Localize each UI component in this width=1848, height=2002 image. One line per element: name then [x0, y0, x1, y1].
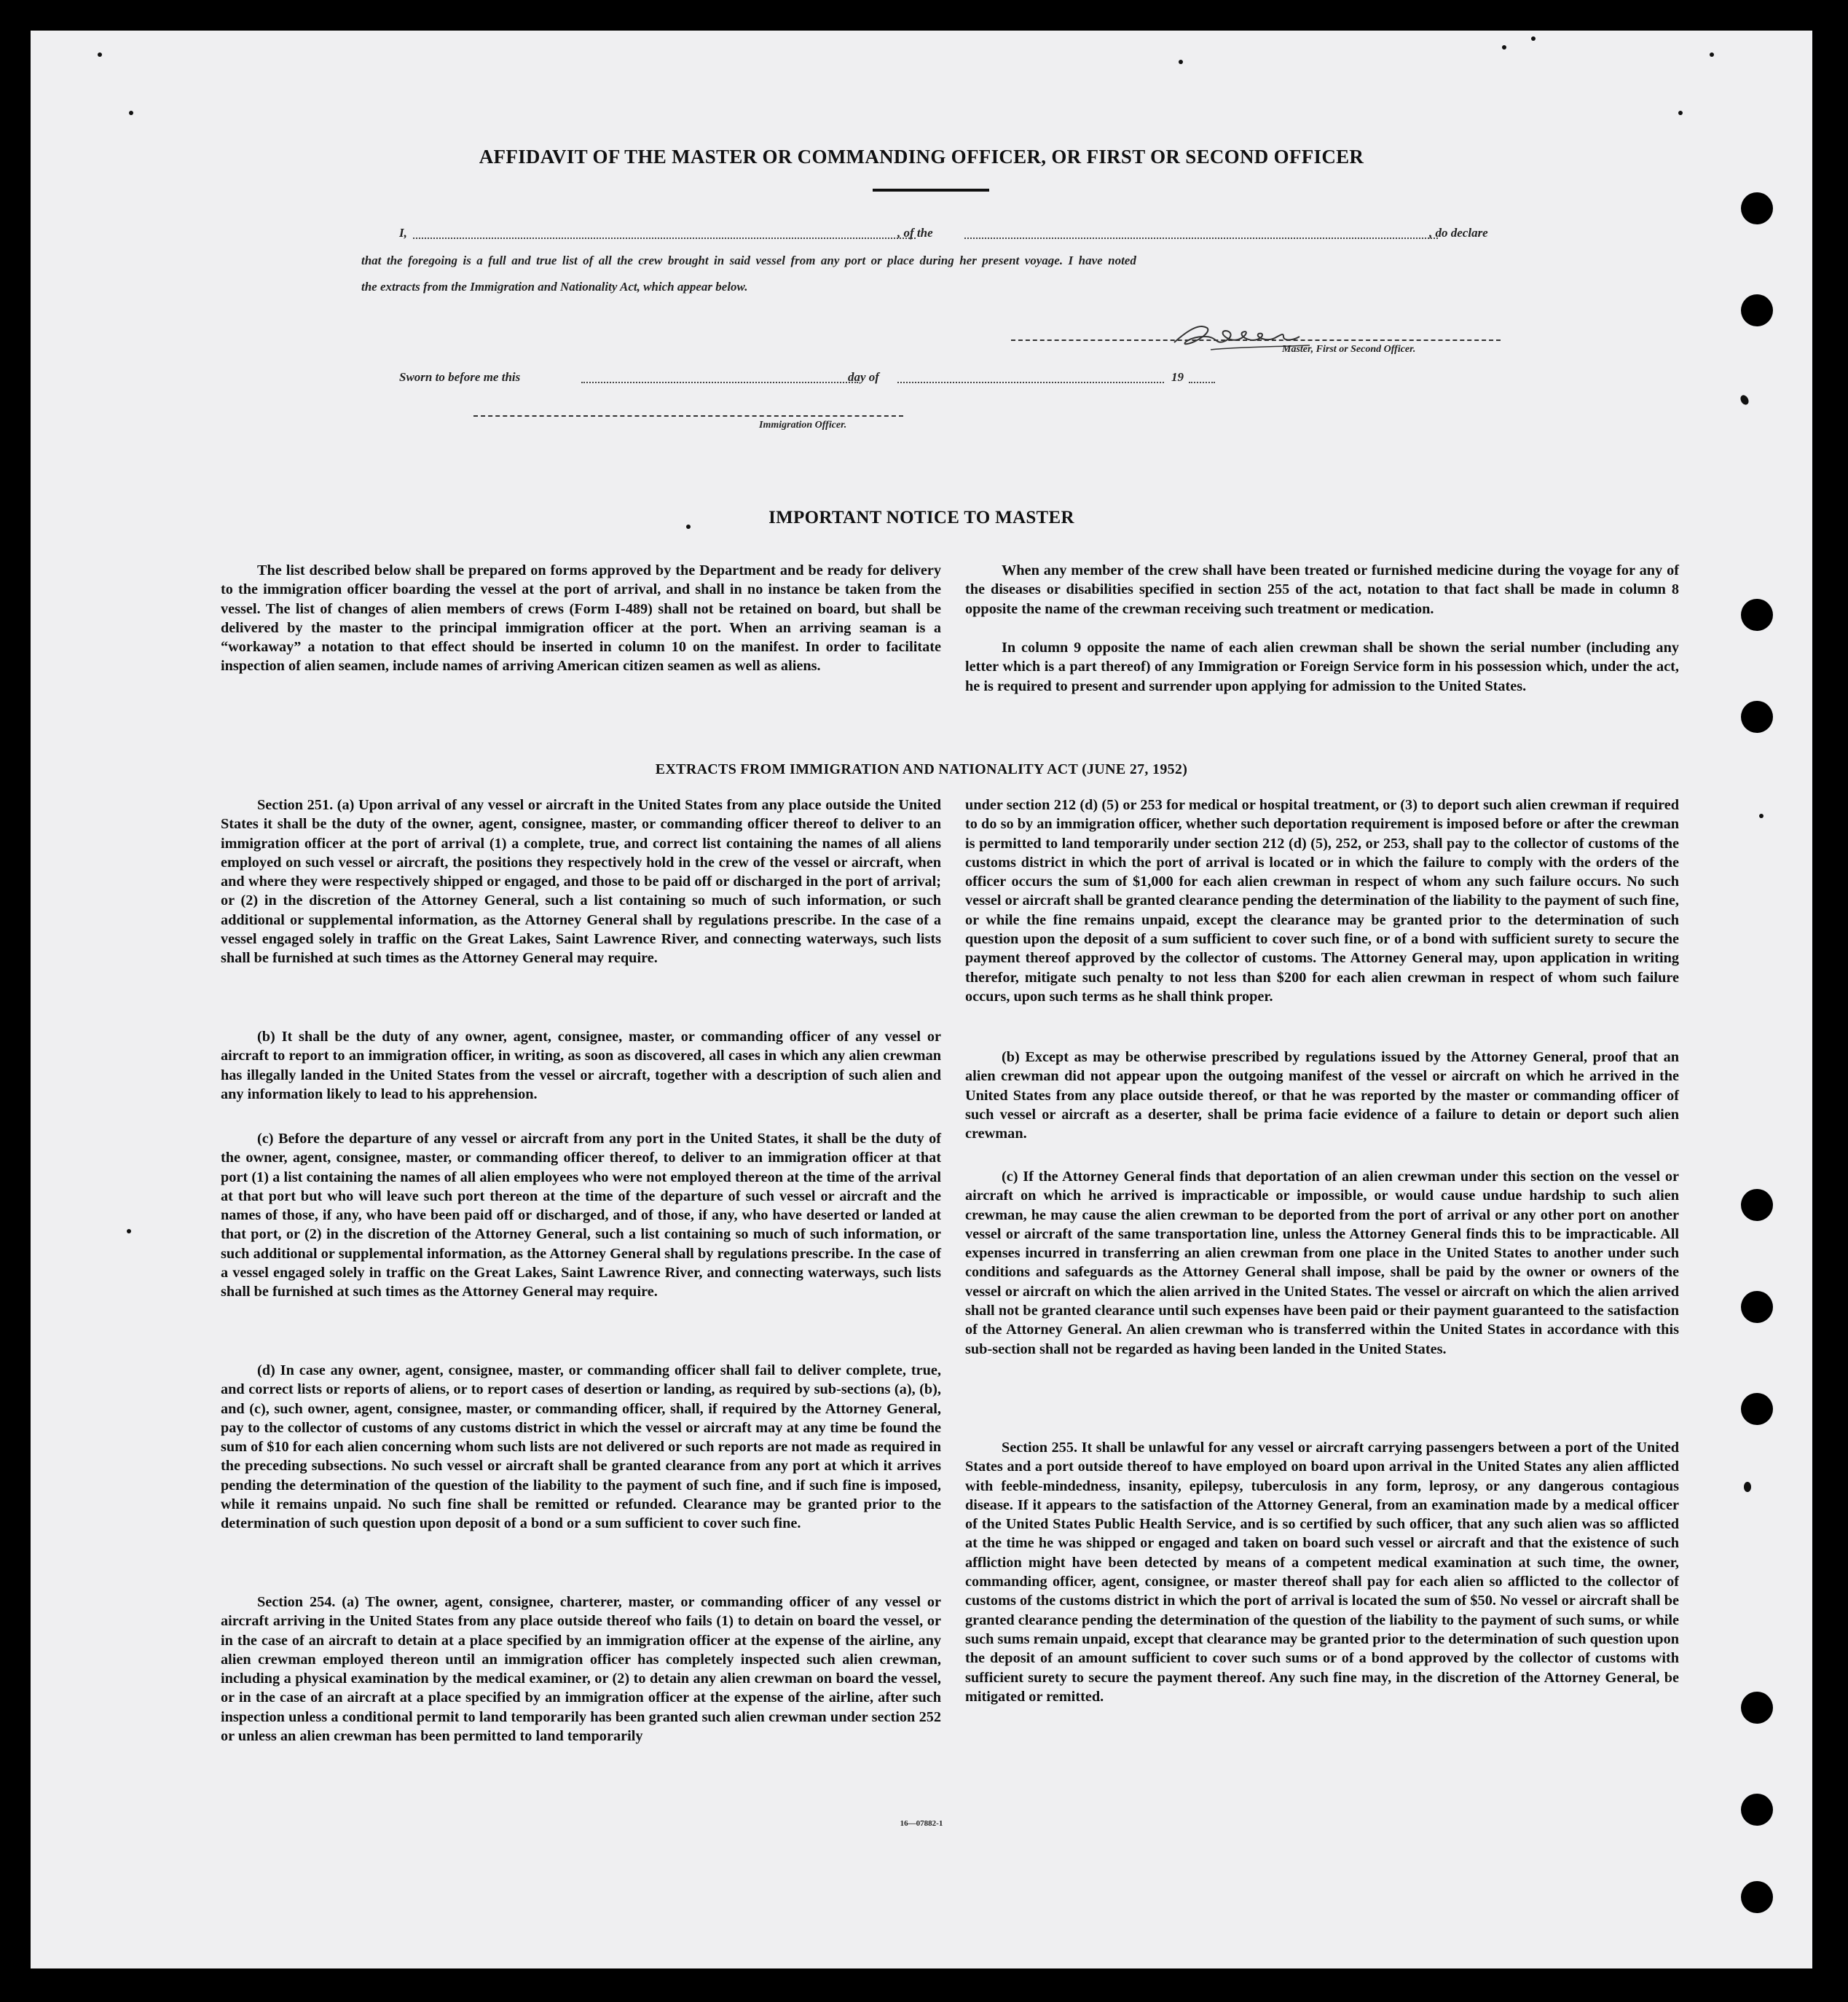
master-signature-line — [1011, 339, 1501, 341]
form-code: 16—07882-1 — [900, 1819, 943, 1828]
scan-speck — [127, 1229, 131, 1233]
affidavit-of-the-label: , of the — [897, 226, 933, 240]
affidavit-title: AFFIDAVIT OF THE MASTER OR COMMANDING OFFICER, OR FIRST OR SECOND OFFICER — [479, 146, 1364, 168]
notice-left-paragraph: The list described below shall be prepared on forms approved by the Department and be ready for delivery to the immigration officer boarding the vessel at the port of arrival, and shall in no instance be taken from the vessel. The list of changes of alien members of crews (Form I-489) shall not be retained on board, but shall be delivered by the master to the principal immigration officer at the port. When an arriving seaman is a “workaway” a notation to that effect should be inserted in column 10 on the manifest. In order to facilitate inspection of alien seamen, include names of arriving American citizen seamen as well as aliens. — [221, 562, 941, 675]
punch-hole — [1741, 1189, 1773, 1221]
section-254b-paragraph: (b) Except as may be otherwise prescribed by regulations issued by the Attorney General, proof that an alien crewman did not appear upon the outgoing manifest of the vessel or aircraft on which he arrived in the United States from any place outside thereof, or that he was reported by the master or commanding officer of such vessel or aircraft as a deserter, shall be prima facie evidence of a failure to detain or deport such alien crewman. — [965, 1049, 1679, 1142]
month-blank-line — [897, 382, 1164, 383]
scan-speck — [1531, 36, 1536, 41]
notice-title: IMPORTANT NOTICE TO MASTER — [768, 508, 1074, 527]
affidavit-i-label: I, — [399, 226, 407, 240]
sworn-label: Sworn to before me this — [399, 370, 521, 384]
section-255-paragraph: Section 255. It shall be unlawful for any vessel or aircraft carrying passengers between a port of the United States and a port outside thereof to have employed on board upon arrival in the United States any alien afflicted with feeble-mindedness, insanity, epilepsy, tuberculosis in any form, leprosy, or any dangerous contagious disease. If it appears to the satisfaction of the Attorney General, from an examination made by a medical officer of the United States Public Health Service, and is so certified by such officer, that any such alien was so afflicted at the time he was shipped or engaged and taken on board such vessel or aircraft and that the existence of such affliction might have been detected by means of a competent medical examination at such time, the owner, commanding officer, agent, consignee, or master thereof shall pay for each alien so afflicted to the collector of customs of the customs district in which the port of arrival is located the sum of $50. No vessel or aircraft shall be granted clearance pending the determination of the question of the liability to the payment of such sums, or while such sums remain unpaid, except that clearance may be granted prior to the determination of such question upon the deposit of an amount sufficient to cover such sums or of a bond approved by the collector of customs with sufficient surety to secure the payment thereof. Any such fine may, in the discretion of the Attorney General, be mitigated or remitted. — [965, 1440, 1679, 1705]
punch-hole — [1741, 192, 1773, 224]
scan-speck — [1710, 52, 1714, 57]
title-rule — [873, 189, 989, 192]
punch-hole — [1741, 599, 1773, 631]
scan-speck — [1502, 45, 1506, 50]
immigration-officer-signature-line — [473, 415, 903, 417]
scan-speck — [1179, 60, 1183, 64]
section-251c-paragraph: (c) Before the departure of any vessel or aircraft from any port in the United States, it shall be the duty of the owner, agent, consignee, master, or commanding officer thereof, to deliver to an immigration officer at that port (1) a list containing the names of all alien employees who were not employed thereon at the time of the arrival at that port but who will leave such port thereon at the time of the departure of such vessel or aircraft and the names of those, if any, who have been paid off or discharged, and of those, if any, who have deserted or landed at that port, or (2) in the discretion of the Attorney General, such a list containing so much of such information, or such additional or supplemental information, as the Attorney General shall by regulations prescribe. In the case of a vessel engaged solely in traffic on the Great Lakes, Saint Lawrence River, and connecting waterways, such lists shall be furnished at such times as the Attorney General may require. — [221, 1131, 941, 1300]
extracts-title: EXTRACTS FROM IMMIGRATION AND NATIONALITY ACT (JUNE 27, 1952) — [655, 761, 1188, 777]
punch-hole — [1741, 1692, 1773, 1724]
punch-hole — [1741, 1291, 1773, 1323]
sworn-day-blank-line — [581, 382, 858, 383]
notice-right-paragraph: In column 9 opposite the name of each alien crewman shall be shown the serial number (including any letter which is a part thereof) of any Immigration or Foreign Service form in his possession which, under the act, he is required to present and surrender upon applying for admission to the United States. — [965, 640, 1679, 694]
affidavit-statement-line: the extracts from the Immigration and Nationality Act, which appear below. — [361, 280, 748, 294]
section-251b-paragraph: (b) It shall be the duty of any owner, agent, consignee, master, or commanding officer of any vessel or aircraft to report to an immigration officer, in writing, as soon as discovered, all cases in which any alien crewman has illegally landed in the United States from the vessel or aircraft, together with a description of such alien and any information likely to lead to his apprehension. — [221, 1029, 941, 1102]
immigration-officer-label: Immigration Officer. — [759, 420, 847, 431]
vessel-blank-line — [964, 238, 1438, 239]
name-blank-line — [413, 238, 916, 239]
punch-hole — [1741, 294, 1773, 326]
year-blank-line — [1189, 382, 1215, 383]
scan-speck — [98, 52, 102, 57]
punch-hole — [1741, 701, 1773, 733]
punch-hole — [1741, 1881, 1773, 1913]
document-page — [31, 31, 1812, 1968]
section-254a-paragraph: Section 254. (a) The owner, agent, consignee, charterer, master, or commanding officer of any vessel or aircraft arriving in the United States from any place outside thereof who fails (1) to detain on board the vessel, or in the case of an aircraft to detain at a place specified by an immigration officer at the expense of the airline, any alien crewman employed thereon until an immigration officer has completely inspected such alien crewman, including a physical examination by the medical examiner, or (2) to detain any alien crewman on board the vessel, or in the case of an aircraft at a place specified by an immigration officer at the expense of the airline, after such inspection unless a conditional permit to land temporarily has been granted such alien crewman under section 252 or unless an alien crewman has been permitted to land temporarily — [221, 1594, 941, 1745]
section-254c-paragraph: (c) If the Attorney General finds that deportation of an alien crewman under this section on the vessel or aircraft on which he arrived is impracticable or impossible, or would cause undue hardship to such alien crewman, he may cause the alien crewman to be deported from the port of arrival or any other port on another vessel or aircraft of the same transportation line, unless the Attorney General finds this to be impracticable. All expenses incurred in transferring an alien crewman from one place in the United States to another under such conditions and safeguards as the Attorney General shall impose, shall be paid by the owner or owners of the vessel or aircraft on which the alien arrived in the United States. The vessel or aircraft on which the alien arrived shall not be granted clearance until such expenses have been paid or their payment guaranteed to the satisfaction of the Attorney General. An alien crewman who is transferred within the United States in accordance with this sub-section shall not be regarded as having been landed in the United States. — [965, 1169, 1679, 1357]
affidavit-statement-line: that the foregoing is a full and true list of all the crew brought in said vessel from any port or place during her present voyage. I have noted — [361, 254, 1136, 267]
section-251d-paragraph: (d) In case any owner, agent, consignee, master, or commanding officer shall fail to deliver complete, true, and correct lists or reports of aliens, or to report cases of desertion or landing, as required by sub-sections (a), (b), and (c), such owner, agent, consignee, master, or commanding officer, shall, if required by the Attorney General, pay to the collector of customs of any customs district in which the vessel or aircraft may at any time be found the sum of $10 for each alien concerning whom such lists are not delivered or such reports are not made as required in the preceding subsections. No such vessel or aircraft shall be granted clearance from any port at which it arrives pending the determination of the question of the liability to the payment of such fine, and if such fine is imposed, while it remains unpaid. No such fine shall be remitted or refunded. Clearance may be granted prior to the determination of such question upon deposit of a bond or a sum sufficient to cover such fine. — [221, 1362, 941, 1532]
day-of-label: day of — [848, 370, 879, 384]
scan-speck — [1759, 814, 1764, 818]
affidavit-declare-label: , do declare — [1429, 226, 1488, 240]
scan-speck — [1739, 393, 1750, 406]
section-254a-continued-paragraph: under section 212 (d) (5) or 253 for medical or hospital treatment, or (3) to deport such alien crewman if required to do so by an immigration officer, whether such deportation requirement is imposed before or after the crewman is permitted to land temporarily under section 212 (d) (5), 252, or 253, shall pay to the collector of customs of the customs district in which the port of arrival is located or in which the failure to comply with the orders of the officer occurs the sum of $1,000 for each alien crewman in respect of whom any such failure occurs. No such vessel or aircraft shall be granted clearance pending the determination of the liability to the payment of such fine, or while the fine remains unpaid, except the clearance may be granted prior to the determination of such question upon the deposit of a sum sufficient to cover such fine, or of a bond with sufficient surety to secure the payment thereof approved by the collector of customs. The Attorney General may, upon application in writing therefor, mitigate such penalty to not less than $200 for each alien crewman in respect of whom such failure occurs, upon such terms as he shall think proper. — [965, 797, 1679, 1005]
scan-speck — [129, 111, 133, 115]
scan-speck — [1744, 1482, 1751, 1492]
year-label: 19 — [1171, 370, 1184, 384]
scan-speck — [1678, 111, 1683, 115]
punch-hole — [1741, 1393, 1773, 1425]
master-signature-label: Master, First or Second Officer. — [1282, 344, 1416, 355]
notice-right-paragraph: When any member of the crew shall have been treated or furnished medicine during the voyage for any of the diseases or disabilities specified in section 255 of the act, notation to that fact shall be made in column 8 opposite the name of the crewman receiving such treatment or medication. — [965, 562, 1679, 617]
section-251a-paragraph: Section 251. (a) Upon arrival of any vessel or aircraft in the United States from any place outside the United States it shall be the duty of the owner, agent, consignee, master, or commanding officer thereof to deliver to an immigration officer at the port of arrival (1) a complete, true, and correct list containing the names of all aliens employed on such vessel or aircraft, the positions they respectively hold in the crew of the vessel or aircraft, when and where they were respectively shipped or engaged, and those to be paid off or discharged in the port of arrival; or (2) in the discretion of the Attorney General, such a list containing so much of such information, or such additional or supplemental information, as the Attorney General shall by regulations prescribe. In the case of a vessel engaged solely in traffic on the Great Lakes, Saint Lawrence River, and connecting waterways, such lists shall be furnished at such times as the Attorney General may require. — [221, 797, 941, 967]
